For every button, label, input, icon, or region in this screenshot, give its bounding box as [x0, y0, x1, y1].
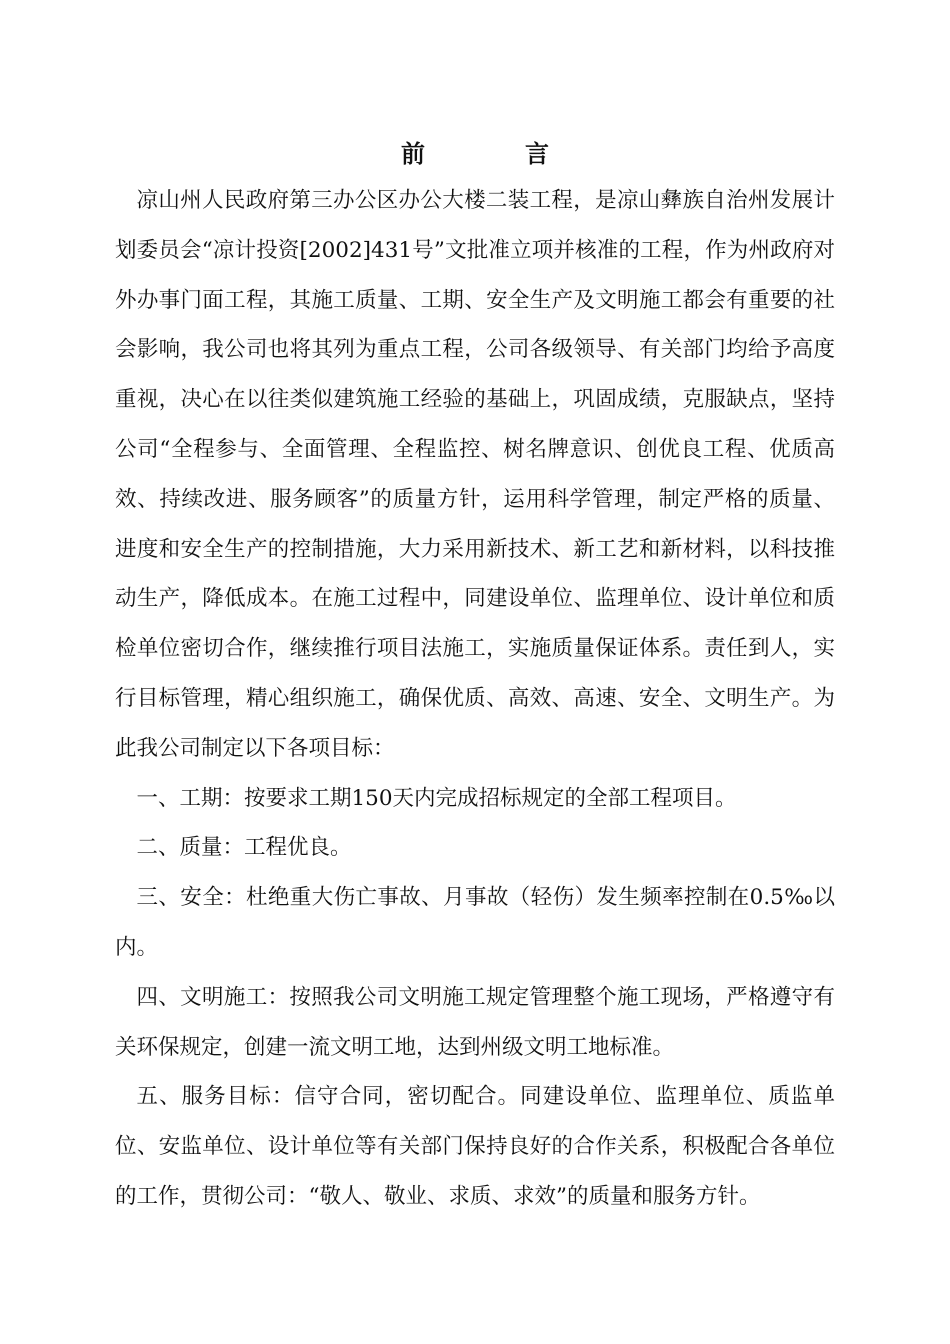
document-title: 前 言 — [401, 139, 587, 168]
intro-paragraph: 凉山州人民政府第三办公区办公大楼二装工程，是凉山彝族自治州发展计划委员会“凉计投资[2002]431号”文批准立项并核准的工程，作为州政府对外办事门面工程，其施工质量、工期、安全生产及文明施工都会有重要的社会影响，我公司也将其列为重点工程，公司各级领导、有关部门均给予高度重视，决心在以往类似建筑施工经验的基础上，巩固成绩，克服缺点，坚持公司“全程参与、全面管理、全程监控、树名牌意识、创优良工程、优质高效、持续改进、服务顾客”的质量方针，运用科学管理，制定严格的质量、进度和安全生产的控制措施，大力采用新技术、新工艺和新材料，以科技推动生产，降低成本。在施工过程中，同建设单位、监理单位、设计单位和质检单位密切合作，继续推行项目法施工，实施质量保证体系。责任到人，实行目标管理，精心组织施工，确保优质、高效、高速、安全、文明生产。为此我公司制定以下各项目标： — [115, 188, 835, 761]
goal-service: 五、服务目标：信守合同，密切配合。同建设单位、监理单位、质监单位、安监单位、设计单位等有关部门保持良好的合作关系，积极配合各单位的工作，贯彻公司：“敬人、敬业、求质、求效”的质量和服务方针。 — [115, 1084, 835, 1209]
goal-civilized-construction: 四、文明施工：按照我公司文明施工规定管理整个施工现场，严格遵守有关环保规定，创建一流文明工地，达到州级文明工地标准。 — [115, 984, 835, 1060]
goal-schedule: 一、工期：按要求工期150天内完成招标规定的全部工程项目。 — [136, 785, 737, 811]
document-body — [115, 176, 835, 1222]
goal-safety: 三、安全：杜绝重大伤亡事故、月事故（轻伤）发生频率控制在0.5‰以内。 — [115, 885, 835, 960]
goal-quality: 二、质量：工程优良。 — [136, 835, 352, 861]
